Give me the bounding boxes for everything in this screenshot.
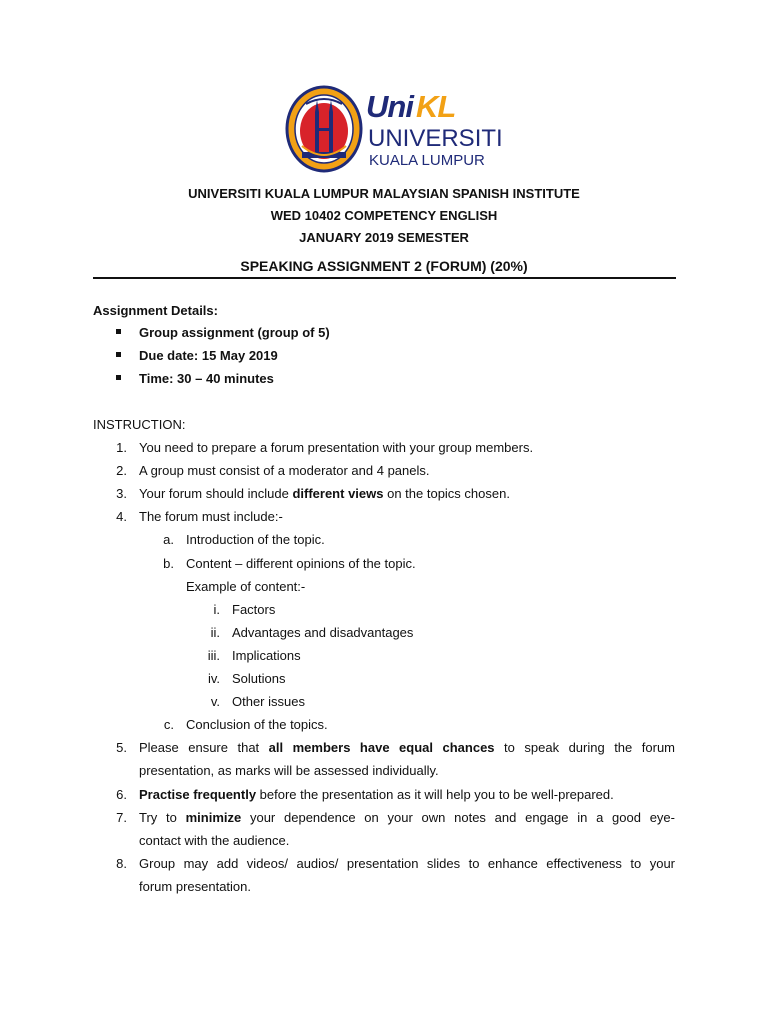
roman-label: v. xyxy=(210,694,220,709)
roman-item-solutions: Solutions xyxy=(232,671,286,686)
assignment-title: SPEAKING ASSIGNMENT 2 (FORUM) (20%) xyxy=(240,258,528,274)
sub-item-b: Content – different opinions of the topic. xyxy=(186,556,416,571)
item-number: 7. xyxy=(116,810,127,825)
bullet-icon xyxy=(116,352,121,357)
roman-item-other-issues: Other issues xyxy=(232,694,305,709)
item-6-text-bold: Practise frequently xyxy=(139,787,257,802)
item-number: 1. xyxy=(116,440,127,455)
sub-item-a: Introduction of the topic. xyxy=(186,532,325,547)
item-number: 3. xyxy=(116,486,127,501)
instruction-item-8: Group may add videos/ audios/ presentation slides to enhance effectiveness to your xyxy=(139,856,675,871)
instruction-item-1: You need to prepare a forum presentation with your group members. xyxy=(139,440,534,455)
item-3-text-pre: Your forum should include xyxy=(139,486,293,501)
instruction-item-4: The forum must include:- xyxy=(139,509,283,524)
university-seal-icon xyxy=(284,84,364,174)
instruction-heading: INSTRUCTION: xyxy=(93,417,186,432)
semester: JANUARY 2019 SEMESTER xyxy=(299,230,469,245)
unikl-logo xyxy=(284,84,503,174)
detail-time: Time: 30 – 40 minutes xyxy=(139,371,274,386)
sub-item-label: a. xyxy=(163,532,174,547)
detail-due-date: Due date: 15 May 2019 xyxy=(139,348,278,363)
roman-item-advantages: Advantages and disadvantages xyxy=(232,625,414,640)
course-name: WED 10402 COMPETENCY ENGLISH xyxy=(270,208,498,223)
item-number: 2. xyxy=(116,463,127,478)
detail-group: Group assignment (group of 5) xyxy=(139,325,330,340)
item-number: 6. xyxy=(116,787,127,802)
brand-kl-text: KL xyxy=(416,89,456,124)
roman-label: iv. xyxy=(207,671,220,686)
instruction-item-8-line2: forum presentation. xyxy=(139,879,252,894)
instruction-item-2: A group must consist of a moderator and 4 panels. xyxy=(139,463,430,478)
bullet-icon xyxy=(116,375,121,380)
brand-universiti-text: UNIVERSITI xyxy=(368,125,503,152)
bullet-icon xyxy=(116,329,121,334)
item-7-text-pre: Try to xyxy=(139,810,186,825)
instruction-item-3 xyxy=(139,486,510,502)
item-5-text-bold: all members have equal chances xyxy=(268,740,495,755)
item-number: 4. xyxy=(116,509,127,524)
item-3-text-post: on the topics chosen. xyxy=(383,486,510,501)
sub-item-c: Conclusion of the topics. xyxy=(186,717,328,732)
roman-label: ii. xyxy=(210,625,220,640)
roman-label: i. xyxy=(213,602,220,617)
item-5-text-post: to speak during the forum xyxy=(494,740,675,755)
instruction-item-7 xyxy=(139,810,675,826)
roman-label: iii. xyxy=(207,648,220,663)
item-number: 8. xyxy=(116,856,127,871)
item-3-text-bold: different views xyxy=(292,486,384,501)
item-7-text-bold: minimize xyxy=(185,810,242,825)
item-5-text-pre: Please ensure that xyxy=(139,740,269,755)
details-heading: Assignment Details: xyxy=(93,303,218,318)
item-number: 5. xyxy=(116,740,127,755)
institute-name: UNIVERSITI KUALA LUMPUR MALAYSIAN SPANISH INSTITUTE xyxy=(188,186,580,201)
brand-uni-text: Uni xyxy=(366,89,413,124)
sub-item-label: b. xyxy=(163,556,174,571)
instruction-item-6 xyxy=(139,787,614,803)
sub-item-label: c. xyxy=(163,717,174,732)
roman-item-factors: Factors xyxy=(232,602,276,617)
example-label: Example of content:- xyxy=(186,579,306,594)
instruction-item-5-line2: presentation, as marks will be assessed individually. xyxy=(139,763,439,778)
instruction-item-5 xyxy=(139,740,675,756)
roman-item-implications: Implications xyxy=(232,648,301,663)
item-6-text-post: before the presentation as it will help you to be well-prepared. xyxy=(256,787,614,802)
item-7-text-post: your dependence on your own notes and engage in a good eye- xyxy=(241,810,675,825)
instruction-item-7-line2: contact with the audience. xyxy=(139,833,290,848)
brand-kuala-lumpur-text: KUALA LUMPUR xyxy=(369,152,485,169)
title-divider xyxy=(93,277,676,279)
